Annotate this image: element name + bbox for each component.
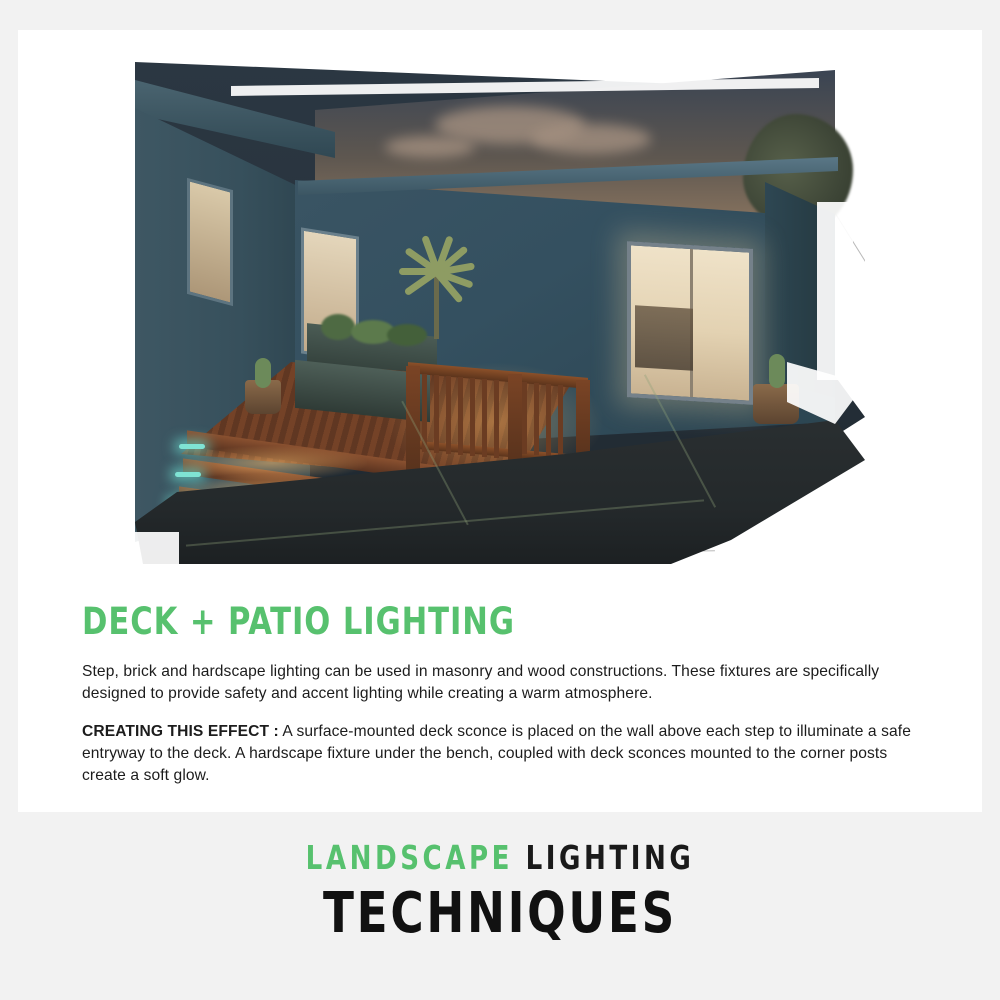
deck-patio-night-rendering xyxy=(135,62,865,567)
palm-plant xyxy=(403,227,473,337)
callout-plane-bottom-left xyxy=(135,532,179,567)
deck-sconce-light xyxy=(179,444,205,449)
cactus-plant xyxy=(769,354,785,388)
cloud-shape xyxy=(531,124,651,154)
interior-furniture xyxy=(635,305,693,371)
footer-word-landscape: LANDSCAPE xyxy=(305,838,514,877)
window-left xyxy=(187,178,233,306)
effect-paragraph xyxy=(82,721,918,787)
railing-baluster xyxy=(446,376,451,454)
cloud-shape xyxy=(385,136,475,158)
palm-trunk xyxy=(434,275,439,339)
railing-baluster xyxy=(534,383,539,455)
railing-baluster xyxy=(546,384,551,456)
railing-baluster xyxy=(522,382,527,454)
scene-canvas xyxy=(135,62,865,567)
railing-baluster xyxy=(434,375,439,453)
railing-baluster xyxy=(470,378,475,456)
page-title: DECK + PATIO LIGHTING xyxy=(82,600,515,643)
footer-line-1 xyxy=(60,838,940,877)
effect-label: CREATING THIS EFFECT : xyxy=(82,723,279,740)
top-margin-band xyxy=(0,0,1000,30)
footer-branding xyxy=(0,838,1000,946)
shrub xyxy=(321,314,355,340)
railing-baluster xyxy=(494,380,499,458)
cactus-plant xyxy=(255,358,271,388)
railing-baluster xyxy=(558,385,563,457)
railing-baluster xyxy=(458,377,463,455)
article-content xyxy=(82,600,918,803)
effect-text: A surface-mounted deck sconce is placed on the wall above each step to illuminate a safe entryway to the deck. A hardscape fixture under the bench, coupled with deck sconces mounted to the corner posts create a soft glow. xyxy=(82,723,911,784)
railing-baluster xyxy=(482,379,487,457)
callout-plane-right xyxy=(817,202,853,380)
footer-line-2: TECHNIQUES xyxy=(323,881,677,946)
intro-paragraph: Step, brick and hardscape lighting can be used in masonry and wood constructions. These fixtures are specifically designed to provide safety and accent lighting while creating a warm atmosphere. xyxy=(82,663,880,702)
deck-sconce-light xyxy=(175,472,201,477)
footer-word-lighting: LIGHTING xyxy=(525,838,695,877)
